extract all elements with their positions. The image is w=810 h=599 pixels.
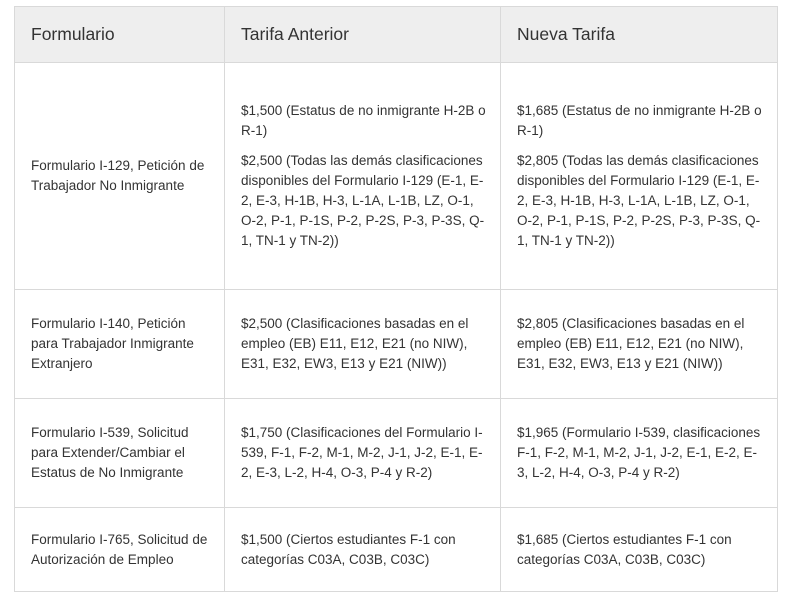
old-fee-cell xyxy=(225,290,501,399)
old-fee-text: $1,750 (Clasificaciones del Formulario I-539, F-1, F-2, M-1, M-2, J-1, J-2, E-1, E-2, E-3, L-2, H-4, O-3, P-4 y R-2) xyxy=(241,425,483,480)
old-fee-text: $2,500 (Clasificaciones basadas en el empleo (EB) E11, E12, E21 (no NIW), E31, E32, EW3, E13 y E21 (NIW)) xyxy=(241,316,469,371)
form-cell xyxy=(15,399,225,508)
table-row xyxy=(15,290,778,399)
table-row xyxy=(15,399,778,508)
new-fee-text: $1,685 (Estatus de no inmigrante H-2B o R-1) xyxy=(517,103,762,138)
form-name: Formulario I-765, Solicitud de Autorización de Empleo xyxy=(31,531,208,567)
fee-table xyxy=(14,6,778,592)
new-fee-cell xyxy=(501,290,778,399)
new-fee-text: $2,805 (Clasificaciones basadas en el empleo (EB) E11, E12, E21 (no NIW), E31, E32, EW3, E13 y E21 (NIW)) xyxy=(517,316,745,371)
header-row xyxy=(15,7,778,63)
form-name: Formulario I-129, Petición de Trabajador No Inmigrante xyxy=(31,158,205,193)
old-fee-cell xyxy=(225,63,501,290)
form-name: Formulario I-539, Solicitud para Extender/Cambiar el Estatus de No Inmigrante xyxy=(31,425,189,480)
form-name: Formulario I-140, Petición para Trabajador Inmigrante Extranjero xyxy=(31,316,194,371)
new-fee-cell xyxy=(501,399,778,508)
old-fee-cell xyxy=(225,508,501,592)
header-new-fee: Nueva Tarifa xyxy=(501,7,778,63)
table-row xyxy=(15,63,778,290)
new-fee-text: $1,685 (Ciertos estudiantes F-1 con categorías C03A, C03B, C03C) xyxy=(517,531,732,567)
old-fee-text: $2,500 (Todas las demás clasificaciones disponibles del Formulario I-129 (E-1, E-2, E-3, H-1B, H-3, L-1A, L-1B, LZ, O-1, O-2, P-1, P-1S, P-2, P-2S, P-3, P-3S, Q-1, TN-1 y TN-2)) xyxy=(241,153,485,248)
header-old-fee: Tarifa Anterior xyxy=(225,7,501,63)
form-cell xyxy=(15,508,225,592)
old-fee-text: $1,500 (Estatus de no inmigrante H-2B o R-1) xyxy=(241,103,486,138)
new-fee-cell xyxy=(501,63,778,290)
old-fee-cell xyxy=(225,399,501,508)
new-fee-cell xyxy=(501,508,778,592)
new-fee-text: $2,805 (Todas las demás clasificaciones disponibles del Formulario I-129 (E-1, E-2, E-3, H-1B, H-3, L-1A, L-1B, LZ, O-1, O-2, P-1, P-1S, P-2, P-2S, P-3, P-3S, Q-1, TN-1 y TN-2)) xyxy=(517,153,761,248)
header-form: Formulario xyxy=(15,7,225,63)
form-cell xyxy=(15,290,225,399)
table-row xyxy=(15,508,778,592)
old-fee-text: $1,500 (Ciertos estudiantes F-1 con categorías C03A, C03B, C03C) xyxy=(241,531,456,567)
form-cell xyxy=(15,63,225,290)
new-fee-text: $1,965 (Formulario I-539, clasificaciones F-1, F-2, M-1, M-2, J-1, J-2, E-1, E-2, E-3, L-2, H-4, O-3, P-4 y R-2) xyxy=(517,425,761,480)
